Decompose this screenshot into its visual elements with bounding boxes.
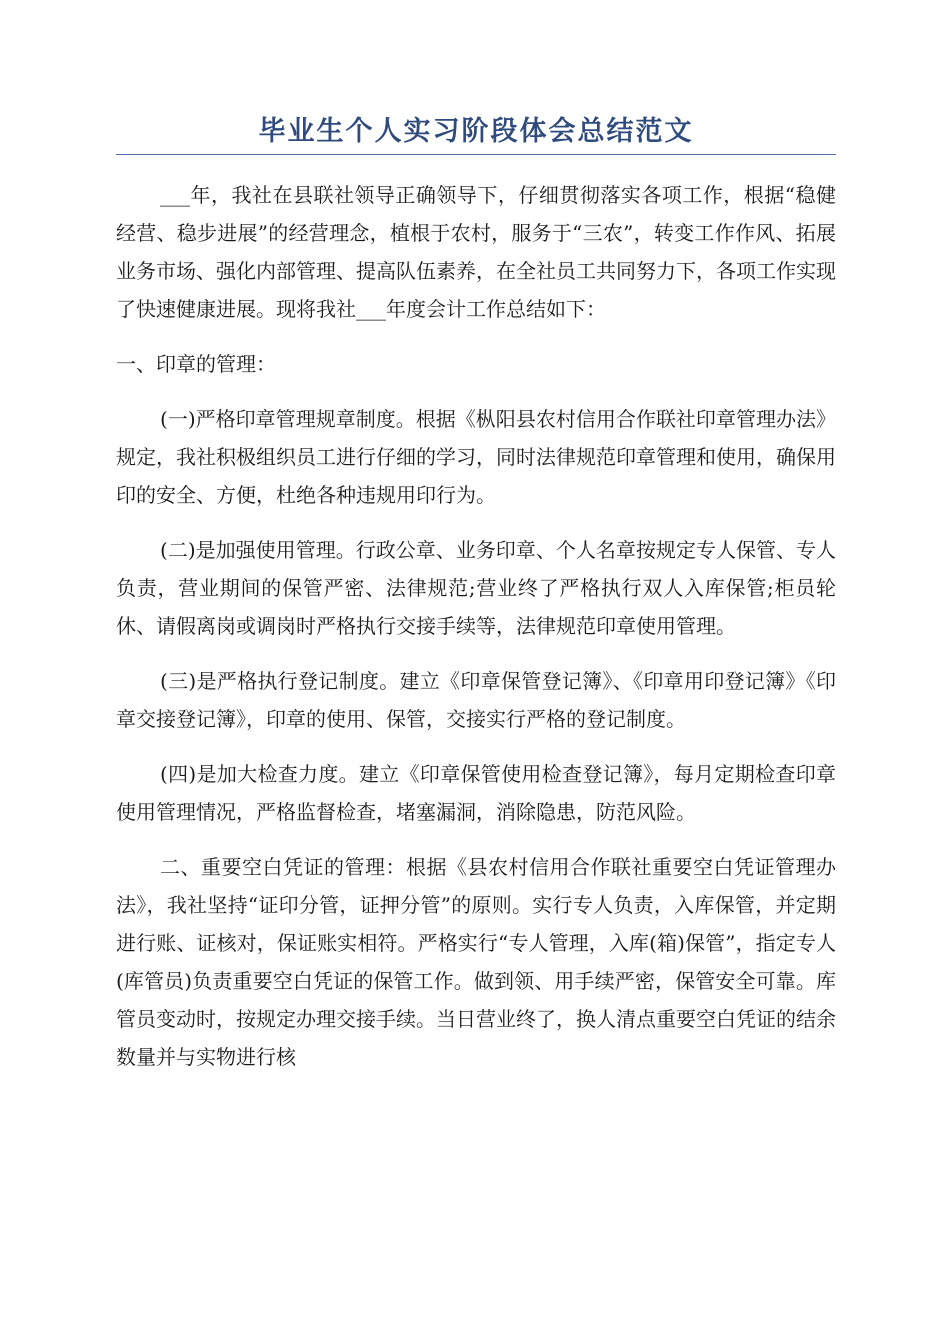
section-heading-seal-management: 一、印章的管理： [116, 352, 276, 376]
paragraph-seal-inspection: (四)是加大检查力度。建立《印章保管使用检查登记簿》，每月定期检查印章使用管理情况，严格监督检查，堵塞漏洞，消除隐患，防范风险。 [116, 762, 836, 824]
paragraph-blank-voucher-management: 二、重要空白凭证的管理：根据《县农村信用合作联社重要空白凭证管理办法》，我社坚持“证印分管，证押分管”的原则。实行专人负责，入库保管，并定期进行账、证核对，保证账实相符。严格实行“专人管理，入库(箱)保管”，指定专人(库管员)负责重要空白凭证的保管工作。做到领、用手续严密，保管安全可靠。库管员变动时，按规定办理交接手续。当日营业终了，换人清点重要空白凭证的结余数量并与实物进行核 [116, 855, 836, 1069]
paragraph-seal-rules: (一)严格印章管理规章制度。根据《枞阳县农村信用合作联社印章管理办法》规定，我社积极组织员工进行仔细的学习，同时法律规范印章管理和使用，确保用印的安全、方便，杜绝各种违规用印行为。 [116, 407, 836, 507]
paragraph-seal-registration: (三)是严格执行登记制度。建立《印章保管登记簿》、《印章用印登记簿》《印章交接登记簿》，印章的使用、保管，交接实行严格的登记制度。 [116, 669, 836, 731]
title-underline [116, 154, 836, 155]
document-page [116, 110, 836, 1093]
paragraph-intro: ___年，我社在县联社领导正确领导下，仔细贯彻落实各项工作，根据“稳健经营、稳步进展”的经营理念，植根于农村，服务于“三农”，转变工作作风、拓展业务市场、强化内部管理、提高队伍素养，在全社员工共同努力下，各项工作实现了快速健康进展。现将我社___年度会计工作总结如下： [116, 183, 836, 321]
document-body [116, 176, 836, 1076]
paragraph-seal-usage: (二)是加强使用管理。行政公章、业务印章、个人名章按规定专人保管、专人负责，营业期间的保管严密、法律规范;营业终了严格执行双人入库保管;柜员轮休、请假离岗或调岗时严格执行交接手续等，法律规范印章使用管理。 [116, 538, 836, 638]
page-title: 毕业生个人实习阶段体会总结范文 [258, 116, 694, 147]
